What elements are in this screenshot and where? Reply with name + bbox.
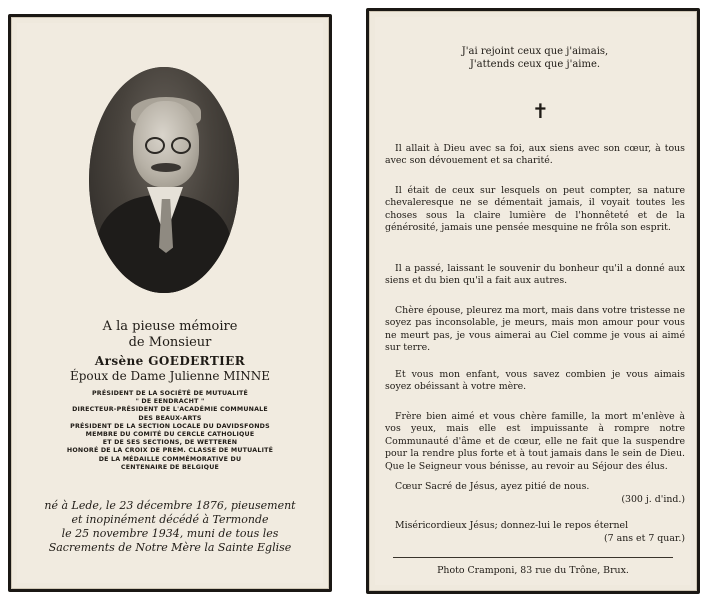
- title-line: PRÉSIDENT DE LA SECTION LOCALE DU DAVIDSFONDS: [70, 422, 270, 430]
- title-line: HONORÉ DE LA CROIX DE PREM. CLASSE DE MUTUALITÉ: [66, 447, 274, 455]
- title-line: DE LA MÉDAILLE COMMÉMORATIVE DU: [98, 455, 242, 463]
- indulgence-1: (300 j. d'ind.): [621, 494, 685, 505]
- title-line: " DE EENDRACHT ": [135, 398, 205, 406]
- prayer-sacred-heart: Cœur Sacré de Jésus, ayez pitié de nous.: [395, 481, 590, 492]
- portrait-photo: [89, 67, 239, 293]
- memorial-card-back: [366, 8, 700, 594]
- monsieur-line: de Monsieur: [128, 335, 212, 350]
- birth-death-text: [11, 499, 329, 555]
- memorial-card-front: [8, 14, 332, 592]
- birth-line: le 25 novembre 1934, muni de tous les: [61, 527, 279, 540]
- paragraph-faith: Il allait à Dieu avec sa foi, aux siens avec son cœur, à tous avec son dévouement et sa charité.: [385, 143, 685, 167]
- paragraph-child: Et vous mon enfant, vous savez combien je vous aimais soyez obéissant à votre mère.: [385, 369, 685, 393]
- title-line: DIRECTEUR-PRÉSIDENT DE L'ACADÉMIE COMMUNALE: [72, 406, 268, 414]
- deceased-name: Arsène GOEDERTIER: [94, 354, 246, 368]
- spouse-line: Époux de Dame Julienne MINNE: [69, 369, 271, 383]
- photo-credit: Photo Cramponi, 83 rue du Trône, Brux.: [437, 565, 629, 576]
- paragraph-family: Frère bien aimé et vous chère famille, la mort m'enlève à vos yeux, mais elle est impuissante à rompre notre Communauté d'âme et de cœur, elle ne fait que la suspendre pour la rendre plus forte et à tout jamais dans le sein de Dieu. Que le Seigneur vous bénisse, au revoir au Séjour des élus.: [385, 411, 685, 472]
- title-line: DES BEAUX-ARTS: [138, 414, 202, 422]
- paragraph-character: Il était de ceux sur lesquels on peut compter, sa nature chevaleresque ne se démentait jamais, il voyait toutes les choses sous la claire lumière de l'honnêteté et de la générosité, jamais une pensée mesquine ne frôla son esprit.: [385, 185, 685, 234]
- paragraph-memory: Il a passé, laissant le souvenir du bonheur qu'il a donné aux siens et du bien qu'il a fait aux autres.: [385, 263, 685, 287]
- birth-line: Sacrements de Notre Mère la Sainte Eglise: [48, 541, 292, 554]
- titles-list: [11, 390, 329, 472]
- divider: [393, 557, 673, 558]
- birth-line: et inopinément décédé à Termonde: [71, 513, 269, 526]
- birth-line: né à Lede, le 23 décembre 1876, pieusement: [44, 499, 296, 512]
- title-line: PRÉSIDENT DE LA SOCIÉTÉ DE MUTUALITÉ: [91, 390, 248, 397]
- indulgence-2: (7 ans et 7 quar.): [604, 533, 685, 544]
- title-line: MEMBRE DU COMITÉ DU CERCLE CATHOLIQUE: [85, 431, 255, 439]
- epigraph-line-1: J'ai rejoint ceux que j'aimais,: [461, 46, 609, 57]
- epigraph: [385, 45, 685, 71]
- prayer-merciful-jesus: Miséricordieux Jésus; donnez-lui le repos éternel: [395, 520, 629, 531]
- paragraph-spouse: Chère épouse, pleurez ma mort, mais dans votre tristesse ne soyez pas inconsolable, je meurs, mais mon amour pour vous ne meurt pas, je vous aimerai au Ciel comme je vous ai aimé sur terre.: [385, 305, 685, 354]
- epigraph-line-2: J'attends ceux que j'aime.: [469, 59, 601, 70]
- title-line: ET DE SES SECTIONS, DE WETTEREN: [102, 439, 238, 447]
- cross-icon: ✝: [532, 99, 549, 123]
- memory-line: A la pieuse mémoire: [102, 319, 238, 334]
- title-line: CENTENAIRE DE BELGIQUE: [120, 463, 220, 471]
